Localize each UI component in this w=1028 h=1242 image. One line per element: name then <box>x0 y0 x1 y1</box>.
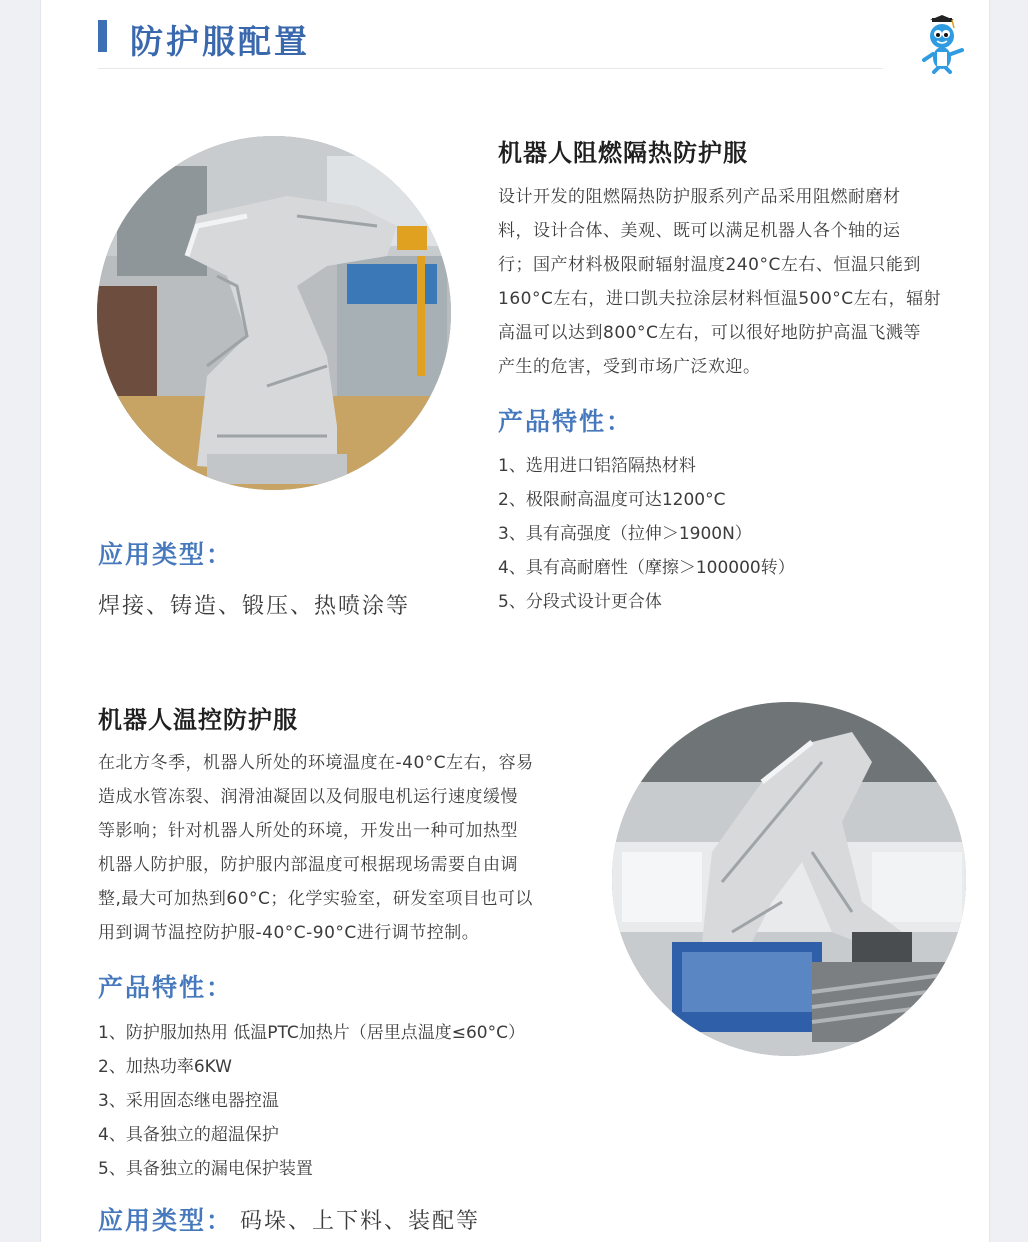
section2-description-line: 等影响；针对机器人所处的环境，开发出一种可加热型 <box>98 821 518 841</box>
section2-title: 机器人温控防护服 <box>98 706 298 734</box>
section1-title: 机器人阻燃隔热防护服 <box>498 139 748 167</box>
section2-application-heading: 应用类型： <box>98 1206 234 1235</box>
section2-features-list <box>98 1016 525 1186</box>
section1-features-heading: 产品特性： <box>498 407 634 436</box>
list-item: 3、具有高强度（拉伸＞1900N） <box>498 524 752 544</box>
section1-application-heading: 应用类型： <box>98 540 234 569</box>
section2-description-line: 在北方冬季，机器人所处的环境温度在-40°C左右，容易 <box>98 753 534 773</box>
list-item: 4、具备独立的超温保护 <box>98 1125 279 1145</box>
section1-description-line: 料，设计合体、美观、既可以满足机器人各个轴的运 <box>498 221 901 241</box>
section2-description <box>98 746 534 950</box>
section1-description-line: 高温可以达到800°C左右，可以很好地防护高温飞溅等 <box>498 323 921 343</box>
mascot-icon <box>920 14 976 74</box>
temperature-suit-photo <box>612 702 966 1056</box>
section2-application-text: 码垛、上下料、装配等 <box>240 1209 481 1234</box>
header-divider <box>98 68 883 69</box>
page-title: 防护服配置 <box>130 22 310 61</box>
list-item: 2、极限耐高温度可达1200°C <box>498 490 726 510</box>
section2-features-heading: 产品特性： <box>98 973 234 1002</box>
section1-description-line: 设计开发的阻燃隔热防护服系列产品采用阻燃耐磨材 <box>498 187 901 207</box>
section1-description-line: 160°C左右，进口凯夫拉涂层材料恒温500°C左右，辐射 <box>498 289 942 309</box>
section2-description-line: 机器人防护服，防护服内部温度可根据现场需要自由调 <box>98 855 518 875</box>
list-item: 4、具有高耐磨性（摩擦＞100000转） <box>498 558 795 578</box>
list-item: 3、采用固态继电器控温 <box>98 1091 279 1111</box>
section1-description <box>498 180 941 384</box>
section1-description-line: 行；国产材料极限耐辐射温度240°C左右、恒温只能到 <box>498 255 921 275</box>
section1-description-line: 产生的危害，受到市场广泛欢迎。 <box>498 357 761 377</box>
list-item: 1、防护服加热用 低温PTC加热片（居里点温度≤60°C） <box>98 1023 525 1043</box>
section1-application-text: 焊接、铸造、锻压、热喷涂等 <box>98 594 411 619</box>
section2-description-line: 整,最大可加热到60°C；化学实验室，研发室项目也可以 <box>98 889 533 909</box>
fireproof-suit-photo <box>97 136 451 490</box>
list-item: 1、选用进口铝箔隔热材料 <box>498 456 696 476</box>
header-accent-bar <box>98 20 107 52</box>
section1-features-list <box>498 449 795 619</box>
list-item: 5、分段式设计更合体 <box>498 592 662 612</box>
section2-description-line: 用到调节温控防护服-40°C-90°C进行调节控制。 <box>98 923 480 943</box>
list-item: 5、具备独立的漏电保护装置 <box>98 1159 313 1179</box>
section2-description-line: 造成水管冻裂、润滑油凝固以及伺服电机运行速度缓慢 <box>98 787 518 807</box>
list-item: 2、加热功率6KW <box>98 1057 232 1077</box>
